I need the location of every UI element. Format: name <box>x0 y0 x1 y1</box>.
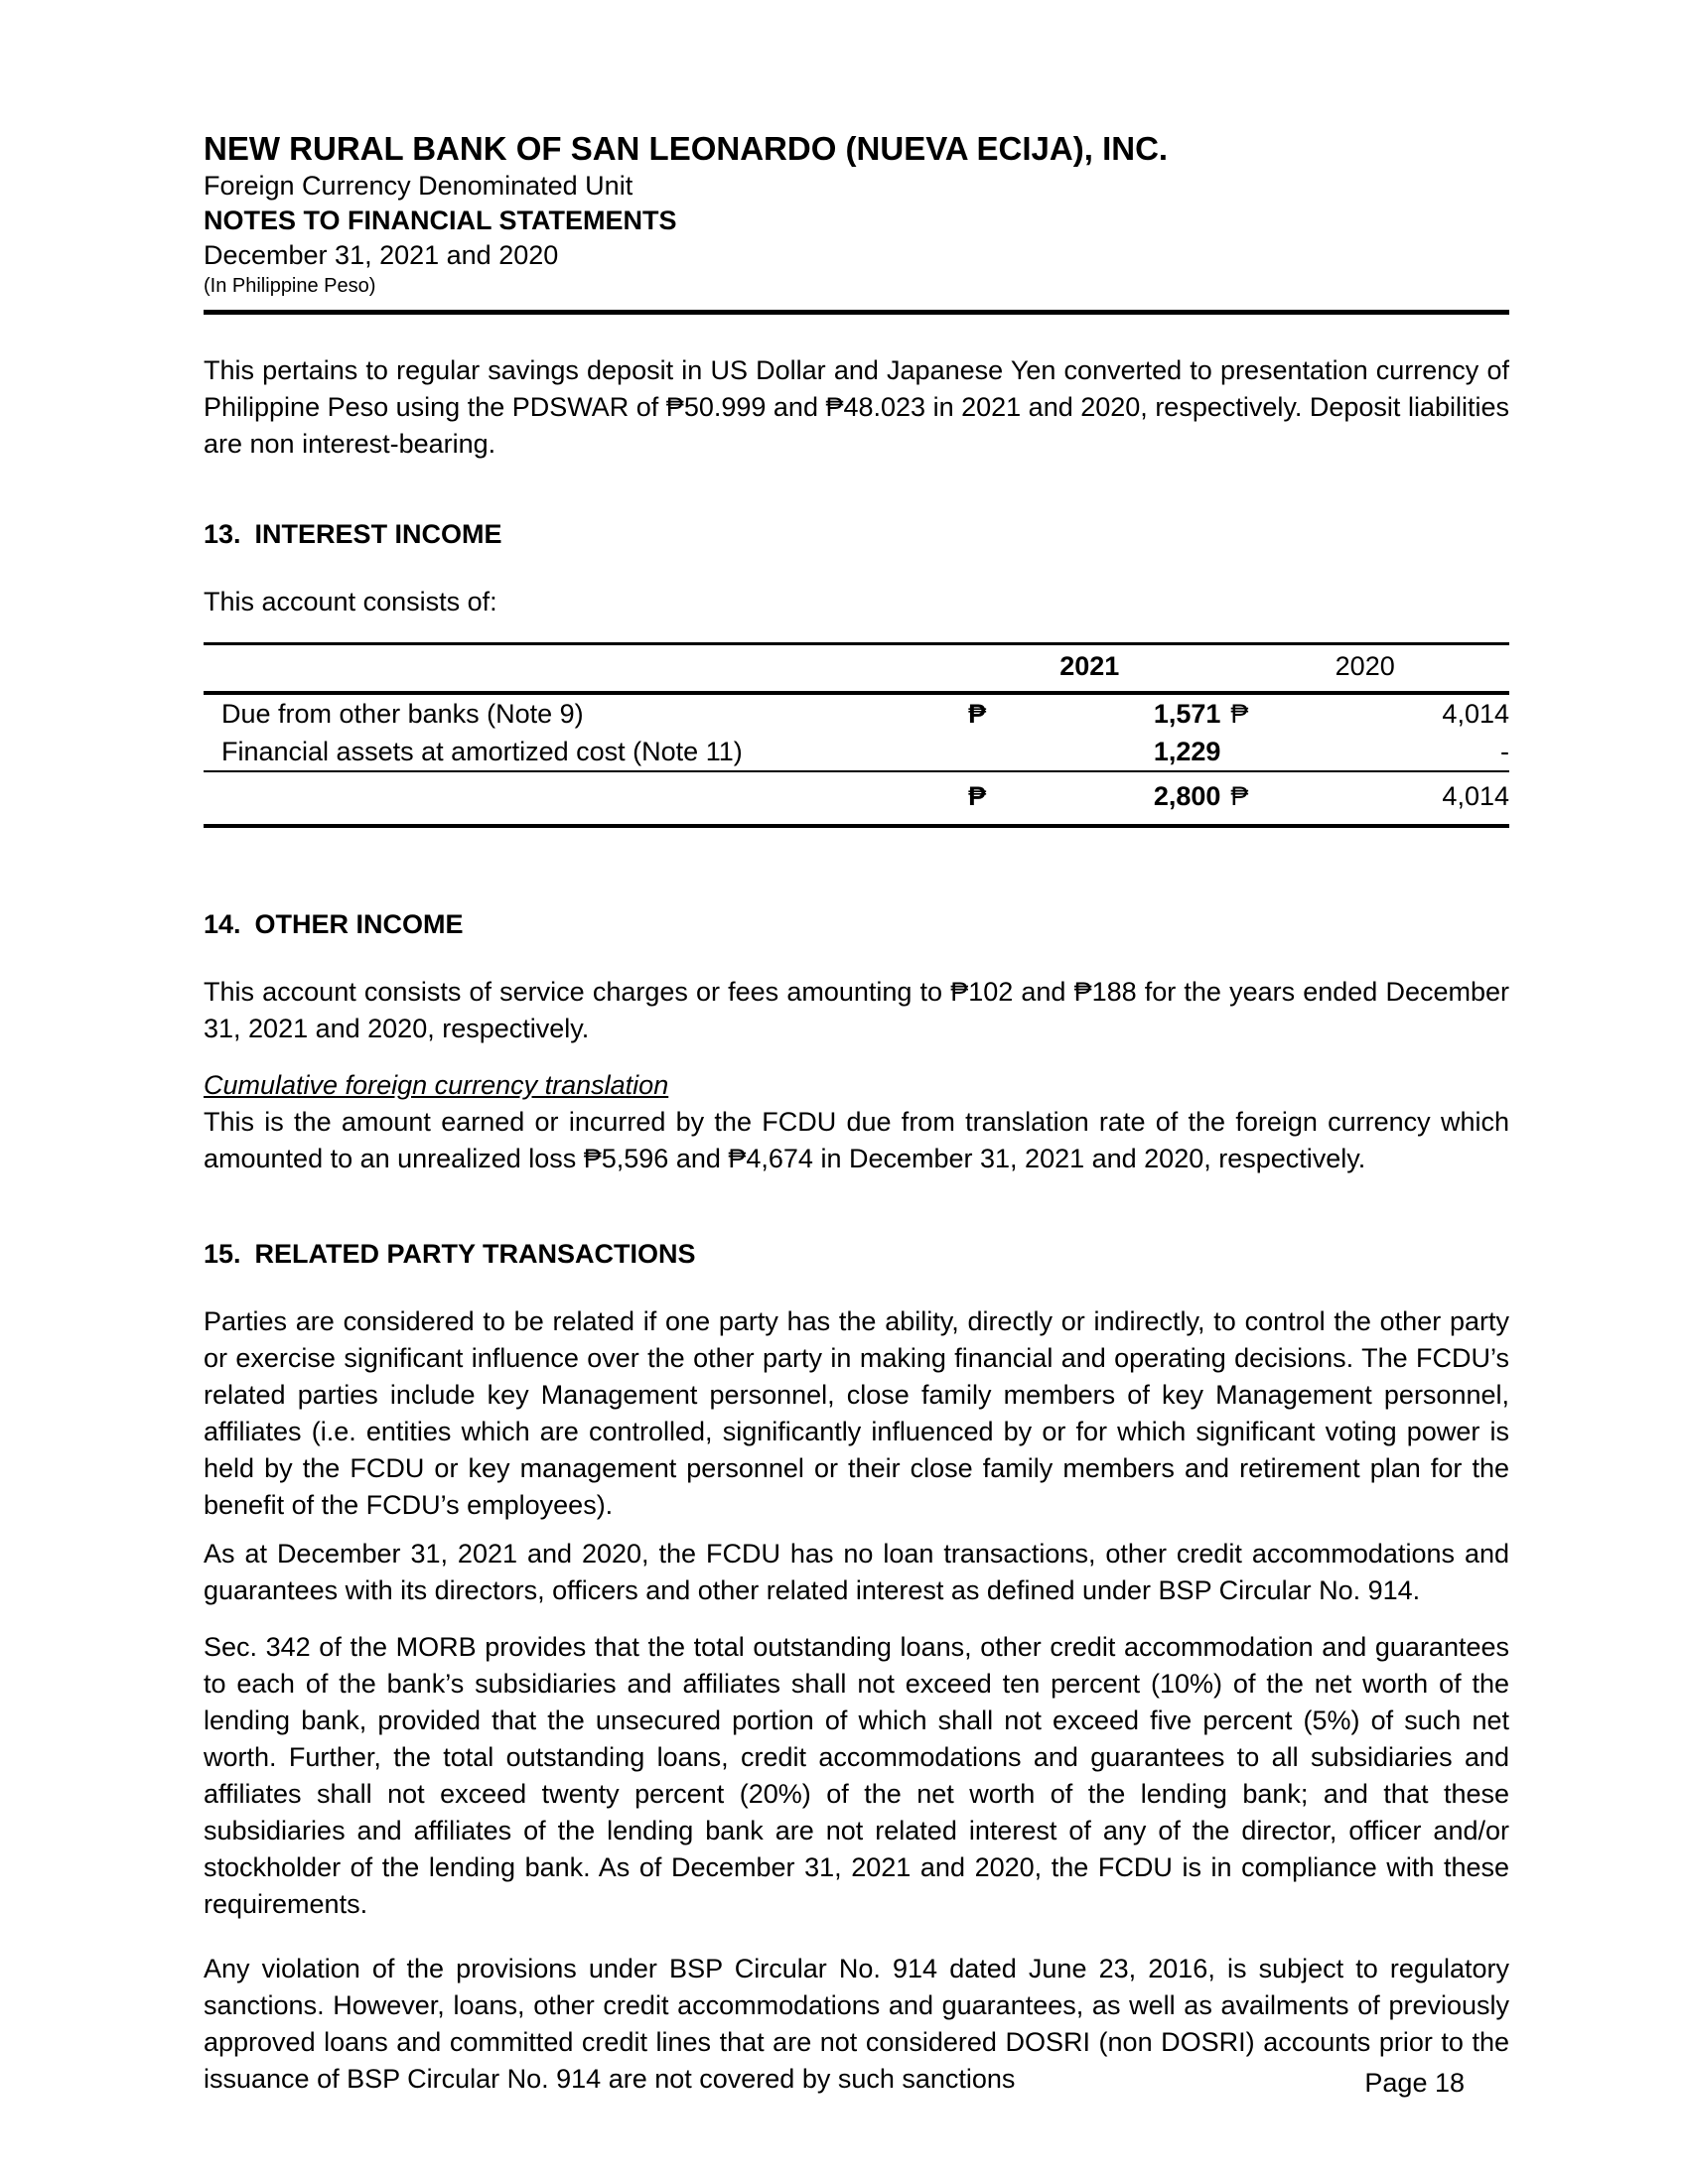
section-13-heading <box>204 517 1509 551</box>
reporting-period: December 31, 2021 and 2020 <box>204 240 559 270</box>
section-14-paragraph: This account consists of service charges or fees amounting to ₱102 and ₱188 for the years ended December 31, 2021 and 2020, respectively. <box>204 977 1509 1043</box>
section-15-title: RELATED PARTY TRANSACTIONS <box>254 1239 696 1269</box>
page-number: Page 18 <box>1364 2068 1465 2098</box>
unit-name: Foreign Currency Denominated Unit <box>204 171 633 201</box>
value-2021: 1,229 <box>1008 733 1220 771</box>
section-13-title: INTEREST INCOME <box>254 519 502 549</box>
section-14-title: OTHER INCOME <box>254 909 464 939</box>
currency-note: (In Philippine Peso) <box>204 275 376 297</box>
section-13-number: 13. <box>204 519 241 549</box>
document-title: NOTES TO FINANCIAL STATEMENTS <box>204 205 677 235</box>
section-13 <box>204 517 1509 828</box>
empty-header-cell <box>204 644 958 694</box>
year-header-2020: 2020 <box>1220 644 1509 694</box>
table-total-row <box>204 771 1509 826</box>
document-header <box>204 0 1509 315</box>
peso-sign-2021: ₱ <box>968 699 987 729</box>
morb-sec-342-paragraph: Sec. 342 of the MORB provides that the total outstanding loans, other credit accommodation and guarantees to each of the bank’s subsidiaries and affiliates shall not exceed ten percent (10%) of the net worth of the lending bank, provided that the unsecured portion of which shall not exceed five percent (5%) of such net worth. Further, the total outstanding loans, credit accommodations and guarantees to all subsidiaries and affiliates shall not exceed twenty percent (20%) of the net worth of the lending bank; and that these subsidiaries and affiliates of the lending bank are not related interest of any of the director, officer and/or stockholder of the lending bank. As of December 31, 2021 and 2020, the FCDU is in compliance with these requirements. <box>204 1632 1509 1919</box>
section-14-number: 14. <box>204 909 241 939</box>
total-value-2021: 2,800 <box>1153 781 1221 811</box>
total-label-cell <box>204 771 958 826</box>
table-header-row <box>204 644 1509 694</box>
section-14 <box>204 907 1509 1177</box>
no-loan-transactions-paragraph: As at December 31, 2021 and 2020, the FCDU has no loan transactions, other credit accommodations and guarantees with its directors, officers and other related interest as defined under BSP Circular No. 914. <box>204 1539 1509 1605</box>
bank-name: NEW RURAL BANK OF SAN LEONARDO (NUEVA ECIJA), INC. <box>204 130 1169 167</box>
section-13-intro: This account consists of: <box>204 587 497 616</box>
total-peso-sign-2020: ₱ <box>1230 781 1249 811</box>
value-2020: - <box>1265 733 1509 771</box>
intro-paragraph: This pertains to regular savings deposit in US Dollar and Japanese Yen converted to presentation currency of Philippine Peso using the PDSWAR of ₱50.999 and ₱48.023 in 2021 and 2020, respectively. Deposit liabilities are non interest-bearing. <box>204 355 1509 459</box>
section-15 <box>204 1237 1509 2098</box>
total-value-2020: 4,014 <box>1442 781 1509 811</box>
row-label: Financial assets at amortized cost (Note 11) <box>204 733 958 771</box>
table-row <box>204 733 1509 771</box>
peso-sign-2020: ₱ <box>1230 699 1249 729</box>
value-2020: 4,014 <box>1442 699 1509 729</box>
related-parties-definition-paragraph: Parties are considered to be related if one party has the ability, directly or indirectly, to control the other party or exercise significant influence over the other party in making financial and operating decisions. The FCDU’s related parties include key Management personnel, close family members of key Management personnel, affiliates (i.e. entities which are controlled, significantly influenced by or for which significant voting power is held by the FCDU or key management personnel or their close family members and retirement plan for the benefit of the FCDU’s employees). <box>204 1306 1509 1520</box>
interest-income-table <box>204 642 1509 828</box>
section-14-heading <box>204 907 1509 941</box>
section-15-number: 15. <box>204 1239 241 1269</box>
row-label: Due from other banks (Note 9) <box>221 699 584 729</box>
peso-sign-2020 <box>1220 733 1265 771</box>
section-15-heading <box>204 1237 1509 1271</box>
year-header-2021: 2021 <box>958 644 1220 694</box>
total-peso-sign-2021: ₱ <box>968 781 987 811</box>
cumulative-fct-subheading: Cumulative foreign currency translation <box>204 1070 669 1100</box>
peso-sign-2021 <box>958 733 1008 771</box>
value-2021: 1,571 <box>1153 699 1221 729</box>
bsp-circular-violation-paragraph: Any violation of the provisions under BSP Circular No. 914 dated June 23, 2016, is subject to regulatory sanctions. However, loans, other credit accommodations and guarantees, as well as availments of previously approved loans and committed credit lines that are not considered DOSRI (non DOSRI) accounts prior to the issuance of BSP Circular No. 914 are not covered by such sanctions <box>204 1954 1509 2094</box>
table-row <box>204 693 1509 733</box>
cumulative-fct-paragraph: This is the amount earned or incurred by the FCDU due from translation rate of the foreign currency which amounted to an unrealized loss ₱5,596 and ₱4,674 in December 31, 2021 and 2020, respectively. <box>204 1107 1509 1173</box>
page-content <box>204 0 1509 2098</box>
